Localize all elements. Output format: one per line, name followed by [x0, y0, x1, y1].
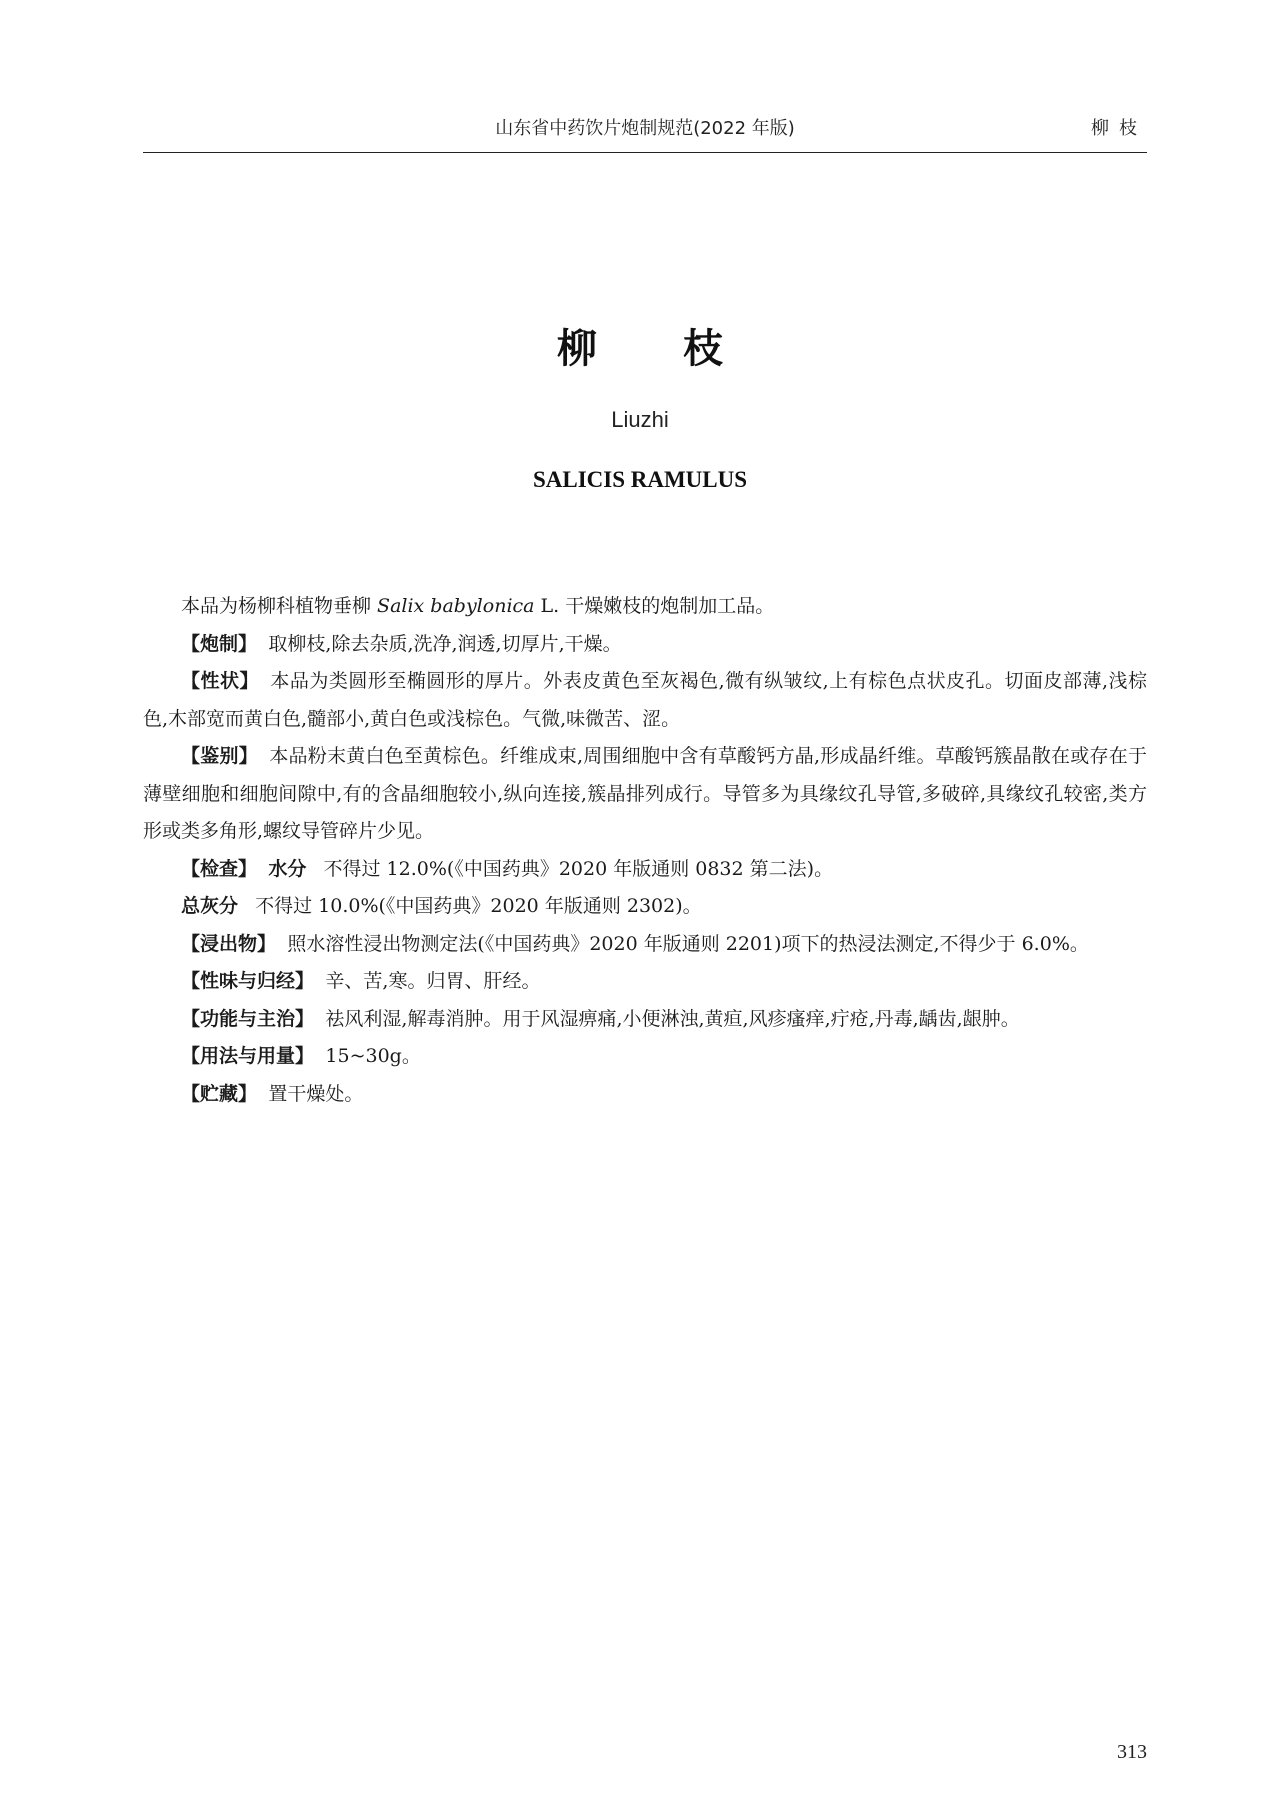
function-label: 【功能与主治】 — [181, 1007, 315, 1030]
section-inspection — [143, 851, 1147, 889]
section-storage — [143, 1076, 1147, 1114]
usage-text: 15~30g。 — [325, 1045, 421, 1067]
section-function — [143, 1001, 1147, 1039]
monograph-body — [143, 588, 1147, 1113]
section-description — [143, 663, 1147, 738]
page-number: 313 — [1117, 1741, 1147, 1763]
moisture-label: 水分 — [268, 857, 307, 880]
book-title: 山东省中药饮片炮制规范(2022 年版) — [495, 118, 795, 139]
usage-label: 【用法与用量】 — [181, 1045, 315, 1067]
inspection-ash — [143, 888, 1147, 926]
running-title: 柳枝 — [1091, 118, 1147, 139]
section-extract — [143, 926, 1147, 964]
description-label: 【性状】 — [181, 670, 259, 692]
section-usage — [143, 1038, 1147, 1076]
extract-text: 照水溶性浸出物测定法(《中国药典》2020 年版通则 2201)项下的热浸法测定,不得少于 6.0%。 — [287, 932, 1089, 955]
identification-label: 【鉴别】 — [181, 745, 258, 767]
page-title: 柳 枝 — [557, 326, 759, 372]
intro-paragraph — [143, 588, 1147, 626]
header-rule — [143, 152, 1147, 153]
storage-text: 置干燥处。 — [268, 1082, 364, 1105]
nature-label: 【性味与归经】 — [181, 970, 315, 992]
latin-name: SALICIS RAMULUS — [532, 467, 748, 492]
extract-label: 【浸出物】 — [181, 932, 277, 955]
running-header — [143, 118, 1147, 154]
identification-text: 本品粉末黄白色至黄棕色。纤维成束,周围细胞中含有草酸钙方晶,形成晶纤维。草酸钙簇晶散在或存在于薄壁细胞和细胞间隙中,有的含晶细胞较小,纵向连接,簇晶排列成行。导管多为具缘纹孔导管,多破碎,具缘纹孔较密,类方形或类多角形,螺纹导管碎片少见。 — [143, 745, 1147, 842]
function-text: 祛风利湿,解毒消肿。用于风湿痹痛,小便淋浊,黄疸,风疹瘙痒,疔疮,丹毒,龋齿,龈肿。 — [325, 1007, 1020, 1030]
nature-text: 辛、苦,寒。归胃、肝经。 — [325, 970, 541, 992]
inspection-label: 【检查】 — [181, 857, 258, 880]
species-name: Salix babylonica — [377, 595, 535, 617]
section-nature — [143, 963, 1147, 1001]
section-processing — [143, 626, 1147, 664]
intro-post: L. 干燥嫩枝的炮制加工品。 — [534, 595, 775, 617]
moisture-text: 不得过 12.0%(《中国药典》2020 年版通则 0832 第二法)。 — [323, 857, 834, 880]
intro-pre: 本品为杨柳科植物垂柳 — [181, 595, 378, 617]
ash-label: 总灰分 — [181, 895, 239, 917]
pinyin-name: Liuzhi — [611, 407, 669, 432]
ash-text: 不得过 10.0%(《中国药典》2020 年版通则 2302)。 — [255, 895, 702, 917]
section-identification — [143, 738, 1147, 851]
description-text: 本品为类圆形至椭圆形的厚片。外表皮黄色至灰褐色,微有纵皱纹,上有棕色点状皮孔。切面皮部薄,浅棕色,木部宽而黄白色,髓部小,黄白色或浅棕色。气微,味微苦、涩。 — [143, 670, 1147, 730]
storage-label: 【贮藏】 — [181, 1082, 258, 1105]
processing-label: 【炮制】 — [181, 632, 258, 655]
processing-text: 取柳枝,除去杂质,洗净,润透,切厚片,干燥。 — [268, 632, 622, 655]
